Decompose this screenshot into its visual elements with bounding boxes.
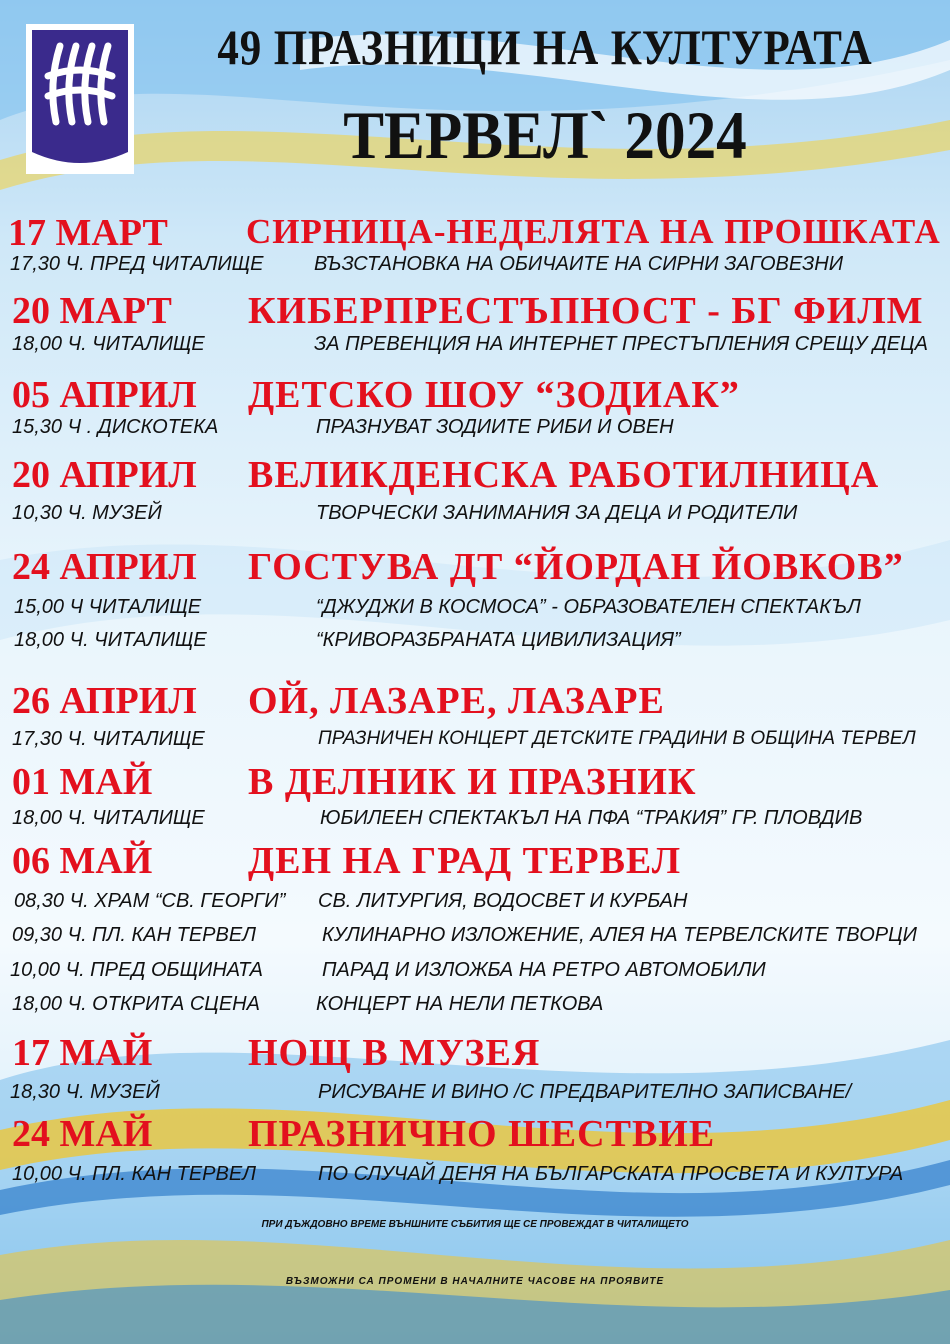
event-date: 06 МАЙ bbox=[12, 840, 153, 882]
event-description: “КРИВОРАЗБРАНАТА ЦИВИЛИЗАЦИЯ” bbox=[316, 629, 681, 651]
event-time-place: 18,30 Ч. МУЗЕЙ bbox=[10, 1081, 160, 1103]
event-description: ПРАЗНУВАТ ЗОДИИТЕ РИБИ И ОВЕН bbox=[316, 416, 674, 438]
event-description: РИСУВАНЕ И ВИНО /С ПРЕДВАРИТЕЛНО ЗАПИСВАНЕ/ bbox=[318, 1081, 852, 1103]
event-time-place: 18,00 Ч. ЧИТАЛИЩЕ bbox=[14, 629, 207, 651]
event-time-place: 10,00 Ч. ПЛ. КАН ТЕРВЕЛ bbox=[12, 1163, 256, 1185]
event-title: КИБЕРПРЕСТЪПНОСТ - БГ ФИЛМ bbox=[248, 290, 924, 332]
event-time-place: 10,30 Ч. МУЗЕЙ bbox=[12, 502, 162, 524]
event-title: ГОСТУВА ДТ “ЙОРДАН ЙОВКОВ” bbox=[248, 546, 904, 588]
event-description: ПАРАД И ИЗЛОЖБА НА РЕТРО АВТОМОБИЛИ bbox=[322, 959, 766, 981]
event-time-place: 17,30 Ч. ПРЕД ЧИТАЛИЩЕ bbox=[10, 253, 264, 275]
event-description: КОНЦЕРТ НА НЕЛИ ПЕТКОВА bbox=[316, 993, 604, 1015]
event-description: ЮБИЛЕЕН СПЕКТАКЪЛ НА ПФА “ТРАКИЯ” ГР. ПЛОВДИВ bbox=[320, 807, 863, 829]
event-date: 01 МАЙ bbox=[12, 761, 153, 803]
event-time-place: 15,30 Ч . ДИСКОТЕКА bbox=[12, 416, 219, 438]
event-date: 24 АПРИЛ bbox=[12, 546, 197, 588]
event-title: НОЩ В МУЗЕЯ bbox=[248, 1032, 541, 1074]
page-subtitle: ТЕРВЕЛ` 2024 bbox=[343, 97, 747, 173]
event-description: КУЛИНАРНО ИЗЛОЖЕНИЕ, АЛЕЯ НА ТЕРВЕЛСКИТЕ ТВОРЦИ bbox=[322, 924, 917, 946]
event-description: СВ. ЛИТУРГИЯ, ВОДОСВЕТ И КУРБАН bbox=[318, 890, 688, 912]
page-title: 49 ПРАЗНИЦИ НА КУЛТУРАТА bbox=[217, 19, 873, 75]
rain-notice: ПРИ ДЪЖДОВНО ВРЕМЕ ВЪНШНИТЕ СЪБИТИЯ ЩЕ СЕ ПРОВЕЖДАТ В ЧИТАЛИЩЕТО bbox=[261, 1219, 689, 1230]
event-time-place: 18,00 Ч. ЧИТАЛИЩЕ bbox=[12, 333, 205, 355]
event-title: ОЙ, ЛАЗАРЕ, ЛАЗАРЕ bbox=[248, 680, 665, 722]
event-time-place: 17,30 Ч. ЧИТАЛИЩЕ bbox=[12, 728, 205, 750]
event-description: ПРАЗНИЧЕН КОНЦЕРТ ДЕТСКИТЕ ГРАДИНИ В ОБЩИНА ТЕРВЕЛ bbox=[318, 728, 916, 749]
event-description: “ДЖУДЖИ В КОСМОСА” - ОБРАЗОВАТЕЛЕН СПЕКТАКЪЛ bbox=[316, 596, 861, 618]
event-date: 20 АПРИЛ bbox=[12, 454, 197, 496]
event-time-place: 15,00 Ч ЧИТАЛИЩЕ bbox=[14, 596, 202, 618]
event-date: 24 МАЙ bbox=[12, 1113, 153, 1155]
event-title: СИРНИЦА-НЕДЕЛЯТА НА ПРОШКАТА bbox=[246, 212, 941, 251]
chitalishte-logo-icon bbox=[26, 24, 134, 174]
event-title: ПРАЗНИЧНО ШЕСТВИЕ bbox=[248, 1113, 716, 1155]
event-time-place: 18,00 Ч. ОТКРИТА СЦЕНА bbox=[12, 993, 260, 1015]
event-description: ВЪЗСТАНОВКА НА ОБИЧАИТЕ НА СИРНИ ЗАГОВЕЗНИ bbox=[314, 253, 844, 275]
schedule-change-notice: ВЪЗМОЖНИ СА ПРОМЕНИ В НАЧАЛНИТЕ ЧАСОВЕ НА ПРОЯВИТЕ bbox=[285, 1276, 665, 1287]
event-date: 26 АПРИЛ bbox=[12, 680, 197, 722]
event-date: 20 МАРТ bbox=[12, 290, 172, 332]
event-time-place: 08,30 Ч. ХРАМ “СВ. ГЕОРГИ” bbox=[14, 890, 286, 912]
event-title: ДЕН НА ГРАД ТЕРВЕЛ bbox=[248, 840, 682, 882]
event-title: В ДЕЛНИК И ПРАЗНИК bbox=[248, 761, 697, 803]
event-title: ДЕТСКО ШОУ “ЗОДИАК” bbox=[248, 374, 740, 416]
event-time-place: 10,00 Ч. ПРЕД ОБЩИНАТА bbox=[10, 959, 264, 981]
event-date: 17 МАРТ bbox=[8, 212, 168, 254]
event-title: ВЕЛИКДЕНСКА РАБОТИЛНИЦА bbox=[248, 454, 880, 496]
event-time-place: 09,30 Ч. ПЛ. КАН ТЕРВЕЛ bbox=[12, 924, 256, 946]
event-description: ТВОРЧЕСКИ ЗАНИМАНИЯ ЗА ДЕЦА И РОДИТЕЛИ bbox=[316, 502, 798, 524]
event-date: 17 МАЙ bbox=[12, 1032, 153, 1074]
event-date: 05 АПРИЛ bbox=[12, 374, 197, 416]
event-time-place: 18,00 Ч. ЧИТАЛИЩЕ bbox=[12, 807, 205, 829]
event-description: ПО СЛУЧАЙ ДЕНЯ НА БЪЛГАРСКАТА ПРОСВЕТА И КУЛТУРА bbox=[318, 1163, 904, 1185]
event-description: ЗА ПРЕВЕНЦИЯ НА ИНТЕРНЕТ ПРЕСТЪПЛЕНИЯ СРЕЩУ ДЕЦА bbox=[314, 333, 929, 355]
